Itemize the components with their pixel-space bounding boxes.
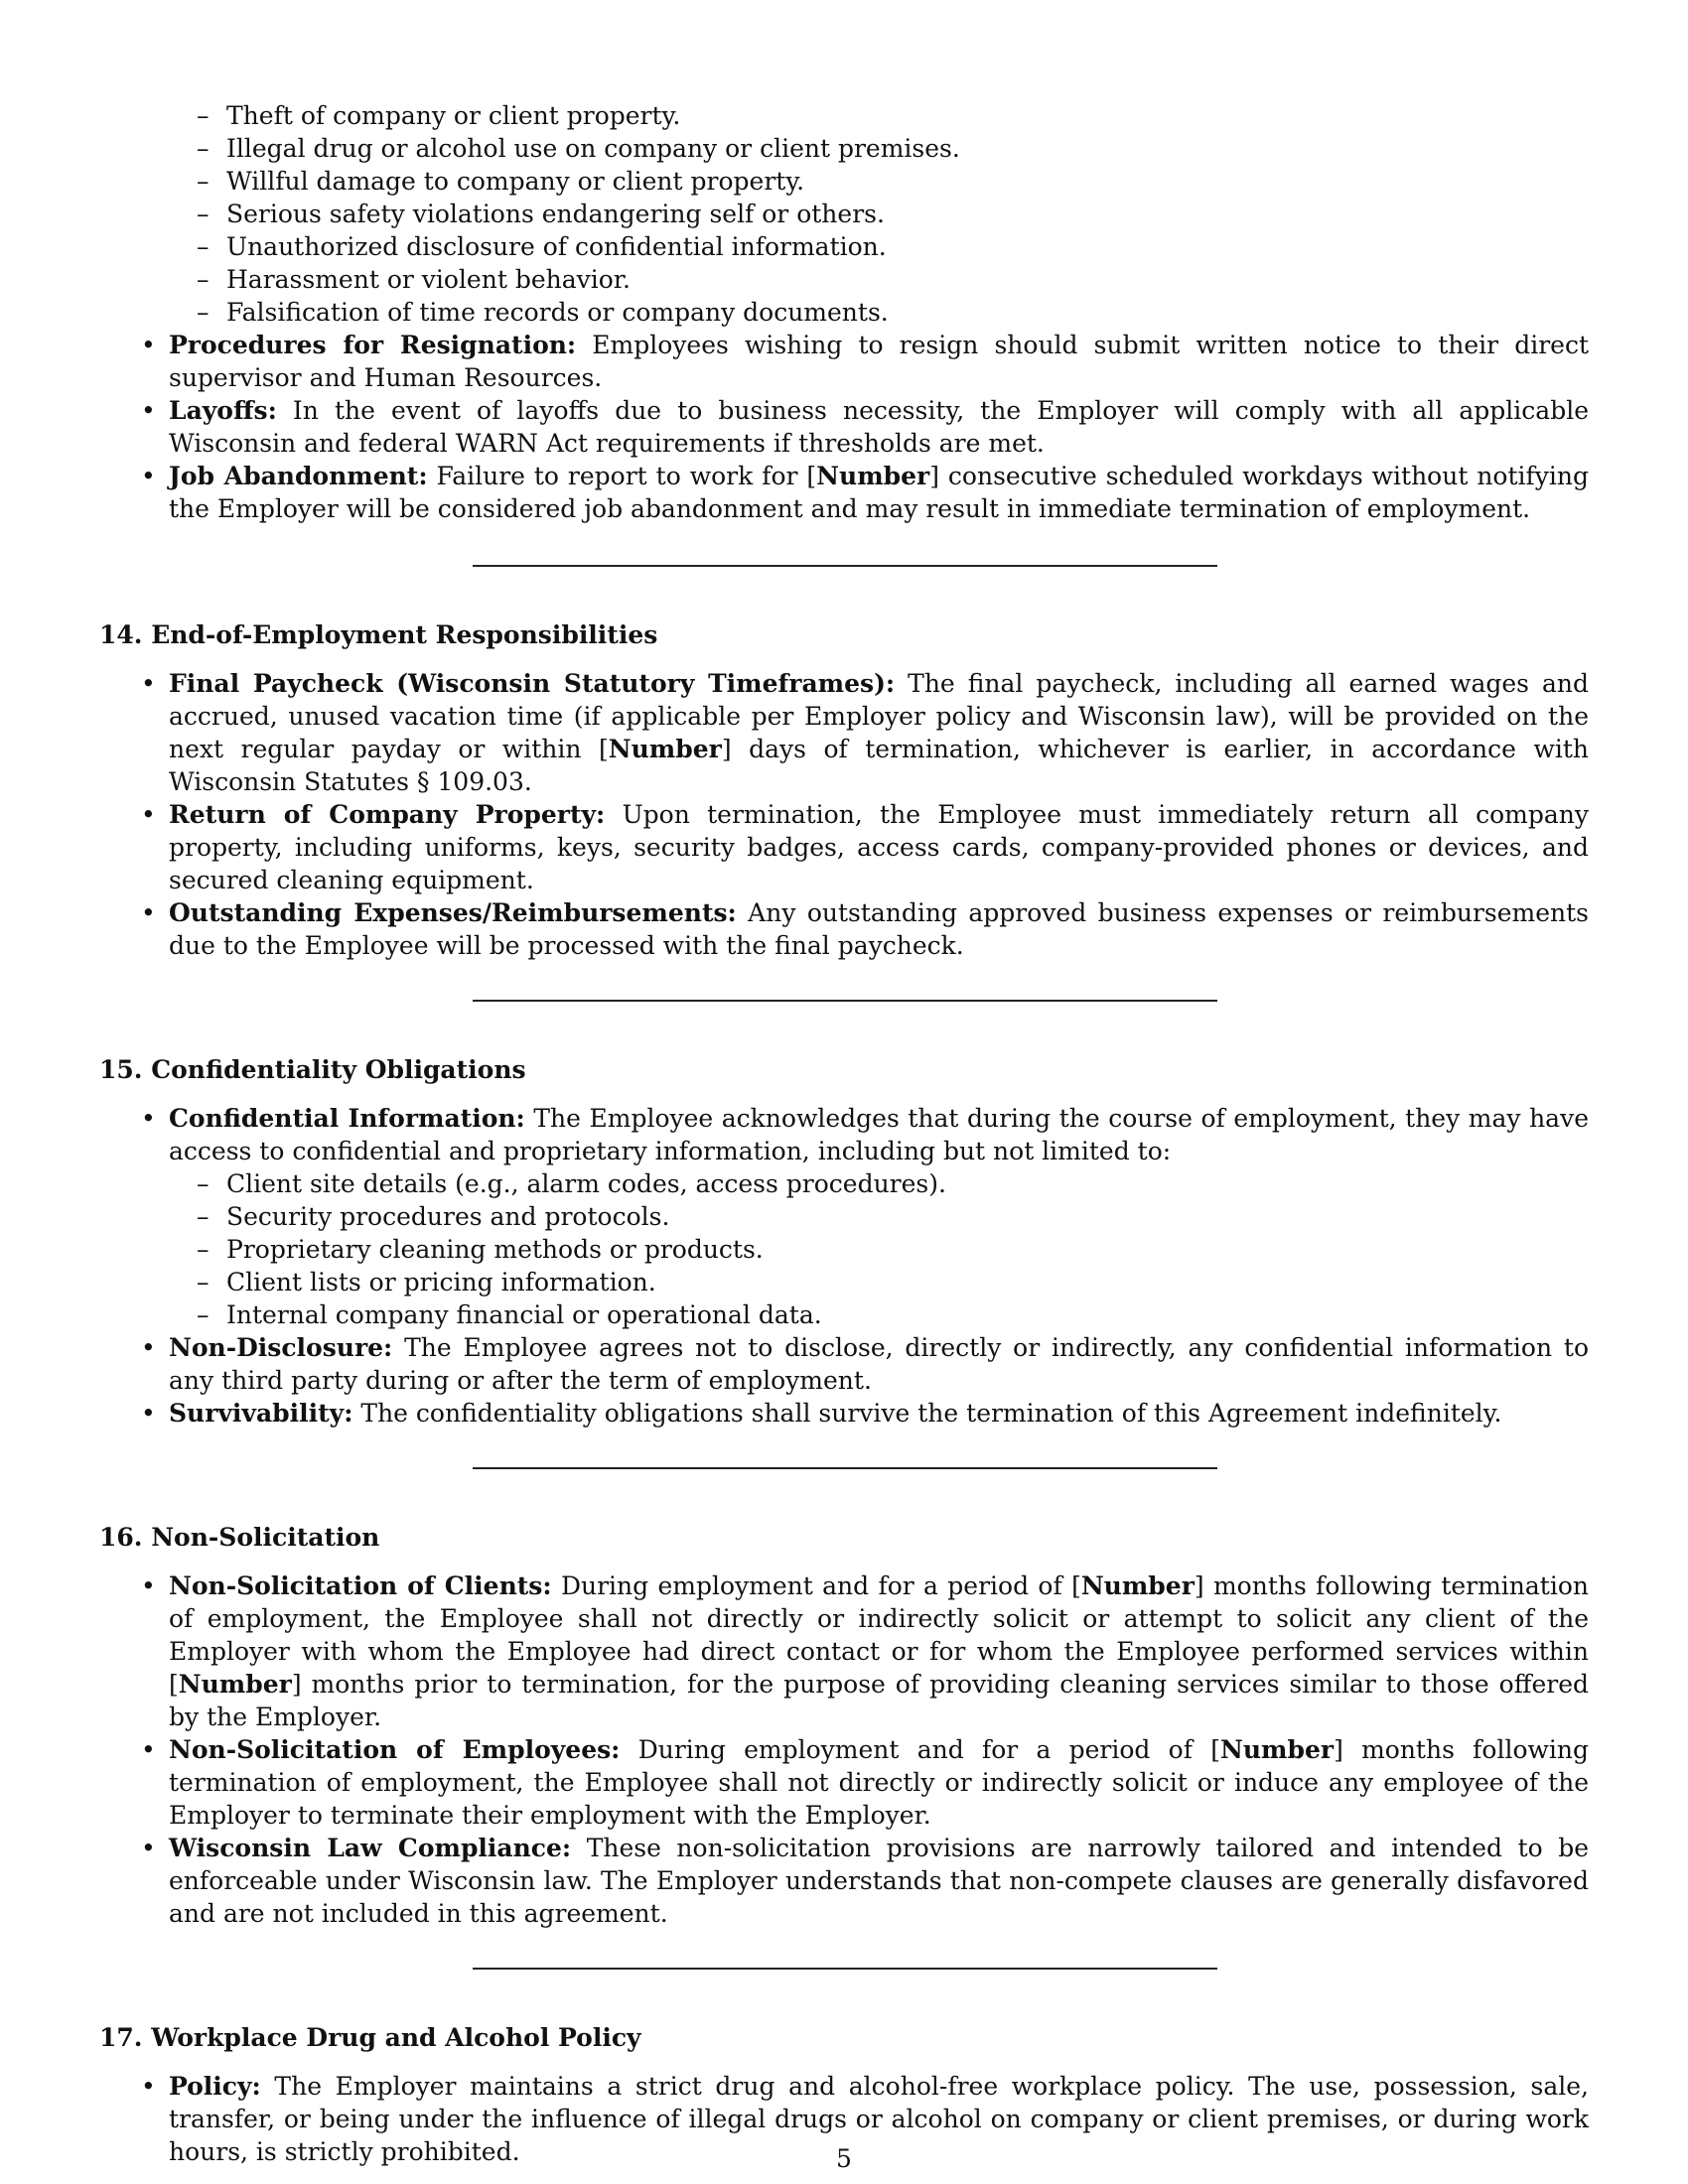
section-divider <box>473 1968 1217 1970</box>
bullet-text: The Employer maintains a strict drug and alcohol-free workplace policy. The use, possession, sale, transfer, or being under the influence of illegal drugs or alcohol on company or client premises, or during work hours, is strictly prohibited. <box>169 2072 1589 2166</box>
section-divider <box>473 1000 1217 1002</box>
list-item: – Illegal drug or alcohol use on company or client premises. <box>226 132 1589 165</box>
bullet-survivability <box>169 1397 1589 1430</box>
bullet-wisconsin-law-compliance <box>169 1832 1589 1930</box>
page-number: 5 <box>836 2144 852 2173</box>
placeholder-number: Number <box>1080 1571 1195 1600</box>
section-16-bullets <box>99 1570 1589 1930</box>
bullet-non-solicitation-employees: • Non-Solicitation of Employees: During employment and for a period of [Number] months following termination of employment, the Employee shall not directly or indirectly solicit or induce any employee of the Employer to terminate their employment with the Employer. <box>169 1733 1589 1832</box>
list-item: – Security procedures and protocols. <box>226 1200 1589 1233</box>
bullet-label: Layoffs: <box>169 396 277 425</box>
bullet-text: Any outstanding approved business expenses or reimbursements due to the Employee will be processed with the final paycheck. <box>169 898 1589 960</box>
bullet-text: During employment and for a period of <box>637 1735 1193 1764</box>
section-divider <box>473 1467 1217 1469</box>
bullet-label: Non-Solicitation of Employees: <box>169 1735 621 1764</box>
bullet-text: Employees wishing to resign should submit written notice to their direct supervisor and Human Resources. <box>169 331 1589 392</box>
bullet-confidential-information <box>169 1102 1589 1331</box>
bullet-text: Failure to report to work for <box>436 462 798 490</box>
list-item: – Willful damage to company or client property. <box>226 165 1589 198</box>
bullet-label: Non-Disclosure: <box>169 1333 393 1362</box>
confidential-items-list <box>169 1167 1589 1331</box>
bullet-text: The confidentiality obligations shall survive the termination of this Agreement indefinitely. <box>360 1399 1502 1428</box>
list-item: – Unauthorized disclosure of confidential information. <box>226 230 1589 263</box>
bullet-text: These non-solicitation provisions are narrowly tailored and intended to be enforceable under Wisconsin law. The Employer understands that non-compete clauses are generally disfavored and are not included in this agreement. <box>169 1834 1590 1928</box>
bullet-label: Return of Company Property: <box>169 800 606 829</box>
section-15-bullets <box>99 1102 1589 1430</box>
placeholder-number: Number <box>178 1670 292 1699</box>
list-item: – Harassment or violent behavior. <box>226 263 1589 296</box>
bullet-text: Upon termination, the Employee must immediately return all company property, including uniforms, keys, security badges, access cards, company-provided phones or devices, and secured cleaning equipment. <box>169 800 1589 894</box>
list-item: – Theft of company or client property. <box>226 99 1589 132</box>
list-item: – Client lists or pricing information. <box>226 1266 1589 1298</box>
bullet-label: Job Abandonment: <box>169 462 428 490</box>
section-16-heading: 16. Non-Solicitation <box>99 1523 380 1552</box>
list-item: – Internal company financial or operational data. <box>226 1298 1589 1331</box>
bullet-non-disclosure <box>169 1331 1589 1397</box>
bullet-layoffs <box>169 394 1589 460</box>
section-15-heading: 15. Confidentiality Obligations <box>99 1055 526 1084</box>
bullet-final-paycheck: • Final Paycheck (Wisconsin Statutory Timeframes): The final paycheck, including all earned wages and accrued, unused vacation time (if applicable per Employer policy and Wisconsin law), will be provided on the next regular payday or within [Number] days of termination, whichever is earlier, in accordance with Wisconsin Statutes § 109.03. <box>169 667 1589 798</box>
list-item: – Falsification of time records or company documents. <box>226 296 1589 329</box>
bullet-text: During employment and for a period of <box>560 1571 1062 1600</box>
list-item: – Serious safety violations endangering self or others. <box>226 198 1589 230</box>
bullet-non-solicitation-clients: • Non-Solicitation of Clients: During employment and for a period of [Number] months following termination of employment, the Employee shall not directly or indirectly solicit or attempt to solicit any client of the Employer with whom the Employee had direct contact or for whom the Employee performed services within [Number] months prior to termination, for the purpose of providing cleaning services similar to those offered by the Employer. <box>169 1570 1589 1733</box>
termination-bullets <box>99 329 1589 525</box>
bullet-return-property <box>169 798 1589 896</box>
list-item: – Proprietary cleaning methods or products. <box>226 1233 1589 1266</box>
bullet-job-abandonment: • Job Abandonment: Failure to report to work for [Number] consecutive scheduled workdays without notifying the Employer will be considered job abandonment and may result in immediate termination of employment. <box>169 460 1589 525</box>
bullet-label: Procedures for Resignation: <box>169 331 577 359</box>
bullet-text: months following termination of employment, the Employee shall not directly or indirectly solicit or induce any employee of the Employer to terminate their employment with the Employer. <box>169 1735 1590 1830</box>
placeholder-number: Number <box>816 462 930 490</box>
bullet-label: Confidential Information: <box>169 1104 525 1133</box>
bullet-label: Outstanding Expenses/Reimbursements: <box>169 898 737 927</box>
bullet-label: Survivability: <box>169 1399 353 1428</box>
bullet-text: consecutive scheduled workdays without notifying the Employer will be considered job abandonment and may result in immediate termination of employment. <box>169 462 1589 523</box>
bullet-text: The Employee agrees not to disclose, directly or indirectly, any confidential information to any third party during or after the term of employment. <box>169 1333 1590 1395</box>
termination-causes-list <box>99 99 1589 329</box>
bullet-label: Policy: <box>169 2072 261 2101</box>
bullet-label: Wisconsin Law Compliance: <box>169 1834 572 1862</box>
bullet-outstanding-expenses <box>169 896 1589 962</box>
bullet-text: The final paycheck, including all earned wages and accrued, unused vacation time (if applicable per Employer policy and Wisconsin law), will be provided on the next regular payday or within <box>169 669 1589 763</box>
section-14-heading: 14. End-of-Employment Responsibilities <box>99 620 658 649</box>
section-17-heading: 17. Workplace Drug and Alcohol Policy <box>99 2023 641 2052</box>
placeholder-number: Number <box>608 735 722 763</box>
list-item: – Client site details (e.g., alarm codes, access procedures). <box>226 1167 1589 1200</box>
bullet-text: days of termination, whichever is earlier, in accordance with Wisconsin Statutes § 109.03. <box>169 735 1589 796</box>
bullet-label: Non-Solicitation of Clients: <box>169 1571 552 1600</box>
placeholder-number: Number <box>1220 1735 1335 1764</box>
bullet-text: months following termination of employment, the Employee shall not directly or indirectly solicit or attempt to solicit any client of the Employer with whom the Employee had direct contact or for whom the Employee performed services within <box>169 1571 1590 1666</box>
document-page <box>99 99 1589 2168</box>
section-divider <box>473 565 1217 567</box>
bullet-label: Final Paycheck (Wisconsin Statutory Timeframes): <box>169 669 896 698</box>
section-14-bullets <box>99 667 1589 962</box>
bullet-text: In the event of layoffs due to business necessity, the Employer will comply with all applicable Wisconsin and federal WARN Act requirements if thresholds are met. <box>169 396 1589 458</box>
bullet-text: The Employee acknowledges that during the course of employment, they may have access to confidential and proprietary information, including but not limited to: <box>169 1104 1589 1165</box>
bullet-text: months prior to termination, for the purpose of providing cleaning services similar to those offered by the Employer. <box>169 1670 1589 1731</box>
bullet-resignation <box>169 329 1589 394</box>
